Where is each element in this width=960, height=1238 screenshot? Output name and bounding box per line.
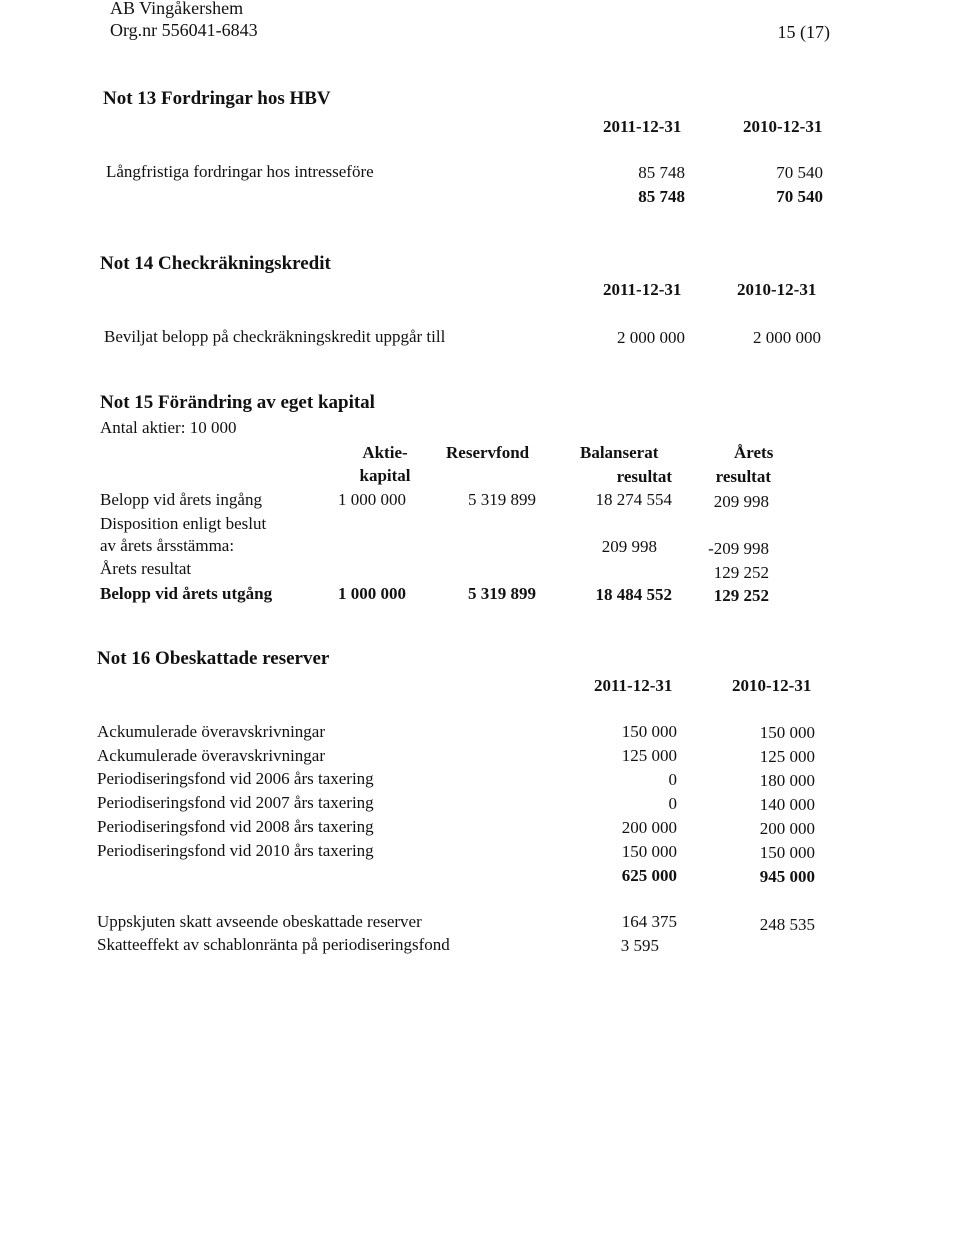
- note13-row-label: Långfristiga fordringar hos intresseföre: [106, 162, 374, 181]
- note13-total-v1: 85 748: [638, 187, 685, 206]
- note16-row-label: Periodiseringsfond vid 2007 års taxering: [97, 793, 374, 812]
- r2-arets: -209 998: [708, 539, 769, 558]
- note16-row-label: Periodiseringsfond vid 2008 års taxering: [97, 817, 374, 836]
- company-name: AB Vingåkershem: [110, 0, 244, 18]
- note16-row-label: Periodiseringsfond vid 2010 års taxering: [97, 841, 374, 860]
- note15-shares: Antal aktier: 10 000: [100, 418, 237, 437]
- note15-title: Not 15 Förändring av eget kapital: [100, 392, 375, 413]
- note16-row-v1: 0: [668, 794, 677, 813]
- r2-label-1: Disposition enligt beslut: [100, 514, 267, 533]
- note14-row-label: Beviljat belopp på checkräkningskredit uppgår till: [104, 327, 446, 346]
- r4-aktie: 1 000 000: [338, 584, 406, 603]
- r3-arets: 129 252: [713, 563, 769, 582]
- note14-title: Not 14 Checkräkningskredit: [100, 253, 331, 274]
- r4-arets: 129 252: [713, 586, 769, 605]
- note16-row-v1: 0: [668, 770, 677, 789]
- note16-row-label: Ackumulerade överavskrivningar: [97, 746, 325, 765]
- note16-title: Not 16 Obeskattade reserver: [97, 648, 330, 669]
- r1-label: Belopp vid årets ingång: [100, 490, 262, 509]
- note16-row-v2: 150 000: [759, 843, 815, 862]
- r4-reserv: 5 319 899: [468, 584, 536, 603]
- r3-label: Årets resultat: [100, 559, 192, 578]
- note16-row-v2: 150 000: [759, 723, 815, 742]
- note16-row-v2: 180 000: [759, 771, 815, 790]
- col-aktie-2: kapital: [359, 466, 411, 485]
- deferred-tax-label: Uppskjuten skatt avseende obeskattade reserver: [97, 912, 422, 931]
- note16-col2: 2010-12-31: [732, 676, 812, 695]
- note13-total-v2: 70 540: [776, 187, 823, 206]
- note16-row-v2: 140 000: [759, 795, 815, 814]
- col-reservfond: Reservfond: [446, 443, 530, 462]
- col-arets-1: Årets: [734, 443, 774, 462]
- r4-label: Belopp vid årets utgång: [100, 584, 273, 603]
- org-number: Org.nr 556041-6843: [110, 20, 258, 40]
- r1-reserv: 5 319 899: [468, 490, 536, 509]
- schablon-tax-label: Skatteeffekt av schablonränta på periodiseringsfond: [97, 935, 450, 954]
- note13-title: Not 13 Fordringar hos HBV: [103, 88, 331, 109]
- note16-row-v1: 150 000: [621, 722, 677, 741]
- note13-row-v1: 85 748: [638, 163, 685, 182]
- r4-bal: 18 484 552: [595, 585, 672, 604]
- note16-row-v1: 125 000: [621, 746, 677, 765]
- note16-row-label: Ackumulerade överavskrivningar: [97, 722, 325, 741]
- col-aktie-1: Aktie-: [362, 443, 408, 462]
- note16-total-v1: 625 000: [621, 866, 677, 885]
- note16-col1: 2011-12-31: [594, 676, 673, 695]
- col-balanserat-2: resultat: [616, 467, 672, 486]
- col-balanserat-1: Balanserat: [580, 443, 659, 462]
- note14-col1: 2011-12-31: [603, 280, 682, 299]
- note16-row-v1: 200 000: [621, 818, 677, 837]
- note13-col2: 2010-12-31: [743, 117, 823, 136]
- note16-total-v2: 945 000: [759, 867, 815, 886]
- r1-aktie: 1 000 000: [338, 490, 406, 509]
- note14-col2: 2010-12-31: [737, 280, 817, 299]
- r2-bal: 209 998: [601, 537, 657, 556]
- note16-row-label: Periodiseringsfond vid 2006 års taxering: [97, 769, 374, 788]
- note13-col1: 2011-12-31: [603, 117, 682, 136]
- note16-row-v1: 150 000: [621, 842, 677, 861]
- r1-bal: 18 274 554: [595, 490, 672, 509]
- note13-row-v2: 70 540: [776, 163, 823, 182]
- note14-row-v2: 2 000 000: [753, 328, 821, 347]
- page-number: 15 (17): [777, 22, 830, 42]
- deferred-tax-v1: 164 375: [621, 912, 677, 931]
- r2-label-2: av årets årsstämma:: [100, 536, 235, 555]
- note14-row-v1: 2 000 000: [617, 328, 685, 347]
- col-arets-2: resultat: [715, 467, 771, 486]
- deferred-tax-v2: 248 535: [759, 915, 815, 934]
- schablon-tax-v1: 3 595: [620, 936, 659, 955]
- note16-row-v2: 125 000: [759, 747, 815, 766]
- note16-row-v2: 200 000: [759, 819, 815, 838]
- r1-arets: 209 998: [713, 492, 769, 511]
